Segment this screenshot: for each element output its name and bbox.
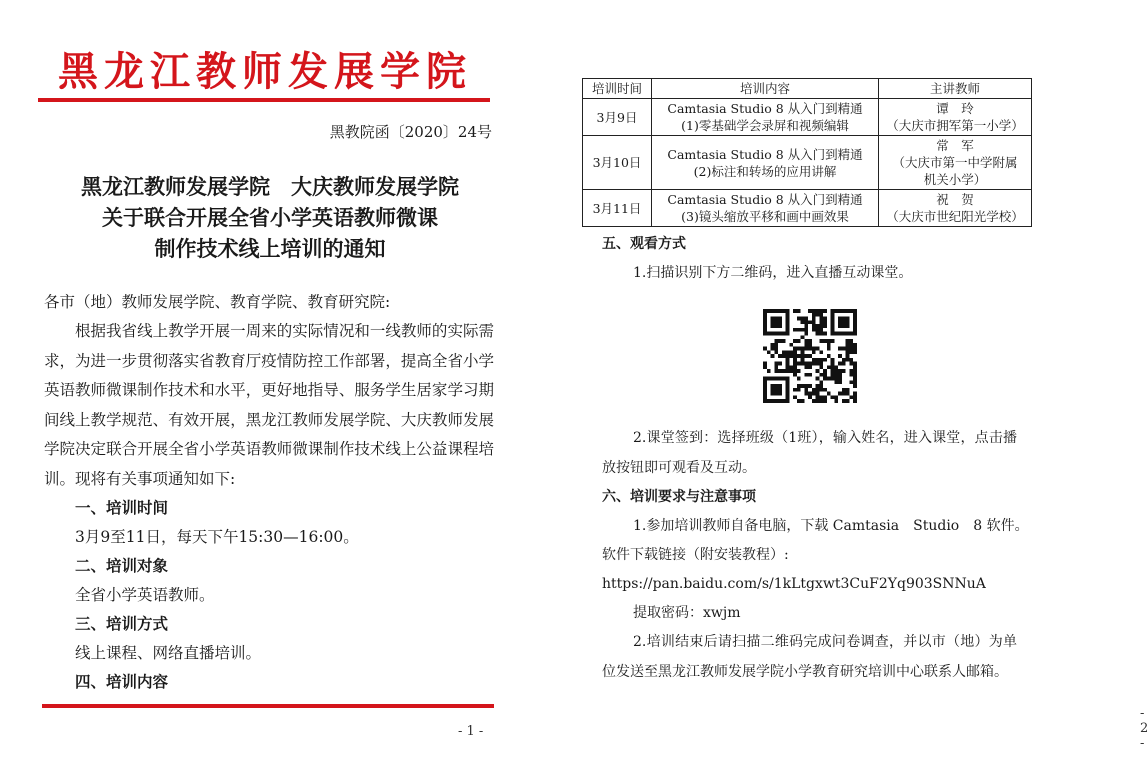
requirement-2: 2.培训结束后请扫描二维码完成问卷调查，并以市（地）为单位发送至黑龙江教师发展学院小学教育研究培训中心联系人邮箱。 [602, 634, 1017, 680]
cell-date: 3月10日 [583, 136, 652, 190]
cell-teacher [879, 136, 1032, 190]
viewing-step-2: 2.课堂签到：选择班级（1班），输入姓名，进入课堂，点击播放按钮即可观看及互动。 [602, 430, 1017, 476]
document-number: 黑教院函〔2020〕24号 [329, 123, 492, 141]
table-header-row [583, 79, 1032, 99]
table-header-date: 培训时间 [583, 79, 652, 99]
section-heading-time: 一、培训时间 [75, 499, 169, 517]
cell-line: Camtasia Studio 8 从入门到精通 [667, 146, 863, 162]
requirement-1: 1.参加培训教师自备电脑，下载 Camtasia Studio 8 软件。 [633, 518, 1029, 534]
download-link-label: 软件下载链接（附安装教程）: [602, 547, 789, 563]
cell-content [652, 190, 879, 227]
table-row [583, 99, 1032, 136]
cell-line: （大庆市世纪阳光学校） [886, 209, 1024, 224]
section-text-audience: 全省小学英语教师。 [75, 586, 215, 604]
cell-line: 机关小学） [923, 172, 987, 187]
document-page-2 [540, 0, 1148, 772]
section-text-time: 3月9至11日，每天下午15:30—16:00。 [75, 528, 359, 546]
table-row [583, 190, 1032, 227]
cell-line: （大庆市拥军第一小学） [886, 118, 1024, 133]
section-heading-audience: 二、培训对象 [75, 557, 169, 575]
table-row [583, 136, 1032, 190]
section-heading-requirements: 六、培训要求与注意事项 [602, 489, 756, 505]
page-number: - 2 - [1140, 706, 1148, 751]
table-header-content: 培训内容 [652, 79, 879, 99]
cell-line: (2)标注和转场的应用讲解 [693, 163, 837, 179]
intro-paragraph: 根据我省线上教学开展一周来的实际情况和一线教师的实际需求，为进一步贯彻落实省教育厅疫情防控工作部署，提高全省小学英语教师微课制作技术和水平，更好地指导、服务学生居家学习期间线上教学规范、有效开展，黑龙江教师发展学院、大庆教师发展学院决定联合开展全省小学英语教师微课制作技术线上公益课程培训。现将有关事项通知如下: [44, 322, 494, 488]
cell-line: (3)镜头缩放平移和画中画效果 [681, 209, 849, 224]
masthead-title: 黑龙江教师发展学院 [58, 49, 472, 95]
qr-code-icon [763, 309, 857, 403]
cell-teacher [879, 99, 1032, 136]
cell-date: 3月11日 [583, 190, 652, 227]
extraction-code: 提取密码：xwjm [633, 605, 741, 621]
section-heading-content: 四、培训内容 [75, 673, 169, 691]
masthead-red-rule [38, 98, 490, 102]
viewing-and-requirements [602, 230, 1029, 687]
cell-line: 谭 玲 [936, 101, 974, 116]
section-text-method: 线上课程、网络直播培训。 [75, 644, 262, 662]
table-header-teacher: 主讲教师 [879, 79, 1032, 99]
section-heading-method: 三、培训方式 [75, 615, 169, 633]
cell-line: （大庆市第一中学附属 [892, 155, 1018, 170]
document-page-1 [0, 0, 540, 772]
download-link[interactable]: https://pan.baidu.com/s/1kLtgxwt3CuF2Yq903SNNuA [602, 576, 986, 592]
cell-line: Camtasia Studio 8 从入门到精通 [667, 101, 863, 116]
cell-line: 祝 贺 [936, 192, 974, 207]
cell-line: (1)零基础学会录屏和视频编辑 [681, 118, 849, 133]
salutation: 各市（地）教师发展学院、教育学院、教育研究院: [44, 293, 391, 311]
title-line: 制作技术线上培训的通知 [154, 237, 386, 261]
cell-date: 3月9日 [583, 99, 652, 136]
cell-line: Camtasia Studio 8 从入门到精通 [667, 192, 863, 207]
notice-title [40, 172, 500, 265]
title-line: 关于联合开展全省小学英语教师微课 [102, 206, 438, 230]
viewing-step-1: 1.扫描识别下方二维码，进入直播互动课堂。 [633, 265, 913, 281]
notice-body [44, 288, 494, 697]
cell-content [652, 136, 879, 190]
cell-content [652, 99, 879, 136]
cell-teacher [879, 190, 1032, 227]
page-number: - 1 - [458, 724, 484, 739]
title-line: 黑龙江教师发展学院 大庆教师发展学院 [81, 175, 459, 199]
qr-container [602, 288, 1017, 424]
training-schedule-table [582, 78, 1032, 227]
footer-red-rule [42, 704, 494, 708]
section-heading-viewing: 五、观看方式 [602, 236, 686, 252]
cell-line: 常 军 [936, 138, 974, 153]
